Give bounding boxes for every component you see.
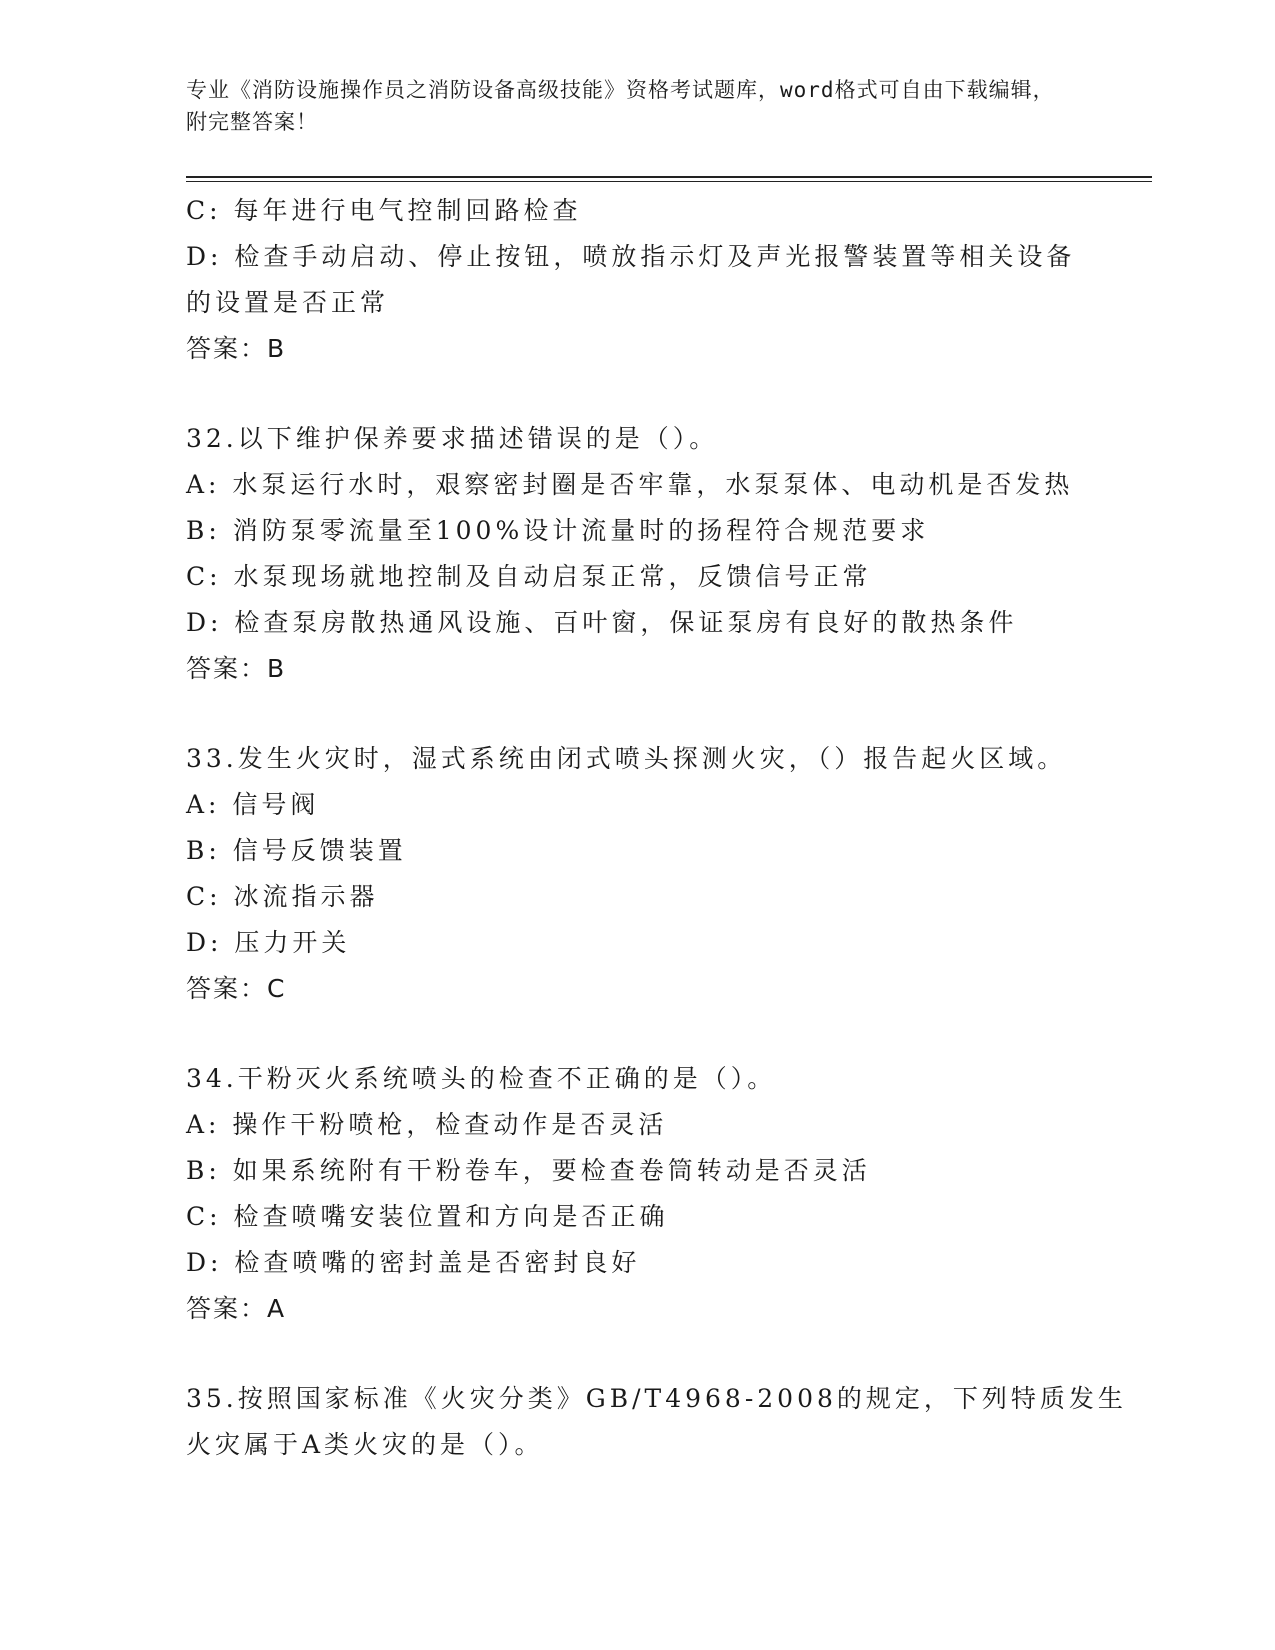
spacer	[186, 1012, 1086, 1056]
option-line: C: 检查喷嘴安装位置和方向是否正确	[186, 1202, 669, 1231]
option-line: D: 检查喷嘴的密封盖是否密封良好	[186, 1248, 641, 1277]
option-line: B: 信号反馈装置	[186, 836, 407, 865]
question-block	[186, 736, 1086, 1012]
answer-line: 答案：B	[186, 654, 287, 683]
question-stem-continued: 火灾属于A类火灾的是（）。	[186, 1430, 544, 1459]
spacer	[186, 692, 1086, 736]
question-block	[186, 188, 1086, 372]
option-line: C: 每年进行电气控制回路检查	[186, 196, 582, 225]
question-stem: 32.以下维护保养要求描述错误的是（）。	[186, 424, 719, 453]
header-divider-thick	[186, 176, 1152, 178]
question-block	[186, 1376, 1127, 1468]
option-line: A: 水泵运行水时，艰察密封圈是否牢靠，水泵泵体、电动机是否发热	[186, 470, 1074, 499]
question-list	[186, 188, 1127, 1468]
option-line: D: 检查泵房散热通风设施、百叶窗，保证泵房有良好的散热条件	[186, 608, 1018, 637]
document-header: 专业《消防设施操作员之消防设备高级技能》资格考试题库，word格式可自由下载编辑，附完整答案！	[186, 78, 1055, 134]
option-line: C: 水泵现场就地控制及自动启泵正常，反馈信号正常	[186, 562, 872, 591]
question-block	[186, 416, 1086, 692]
question-stem: 34.干粉灭火系统喷头的检查不正确的是（）。	[186, 1064, 777, 1093]
header-divider-thin	[186, 181, 1152, 182]
option-line: B: 消防泵零流量至100%设计流量时的扬程符合规范要求	[186, 516, 930, 545]
option-line: D: 压力开关	[186, 928, 351, 957]
option-line: A: 操作干粉喷枪，检查动作是否灵活	[186, 1110, 668, 1139]
option-line: D: 检查手动启动、停止按钮，喷放指示灯及声光报警装置等相关设备	[186, 242, 1076, 271]
option-line-continued: 的设置是否正常	[186, 288, 390, 317]
question-stem: 35.按照国家标准《火灾分类》GB/T4968-2008的规定，下列特质发生	[186, 1384, 1127, 1413]
spacer	[186, 372, 1086, 416]
answer-line: 答案：B	[186, 334, 287, 363]
question-block	[186, 1056, 1086, 1332]
option-line: C: 冰流指示器	[186, 882, 379, 911]
option-line: A: 信号阀	[186, 790, 320, 819]
spacer	[186, 1332, 1086, 1376]
answer-line: 答案：C	[186, 974, 287, 1003]
question-stem: 33.发生火灾时，湿式系统由闭式喷头探测火灾，（）报告起火区域。	[186, 744, 1067, 773]
option-line: B: 如果系统附有干粉卷车，要检查卷筒转动是否灵活	[186, 1156, 871, 1185]
answer-line: 答案：A	[186, 1294, 287, 1323]
